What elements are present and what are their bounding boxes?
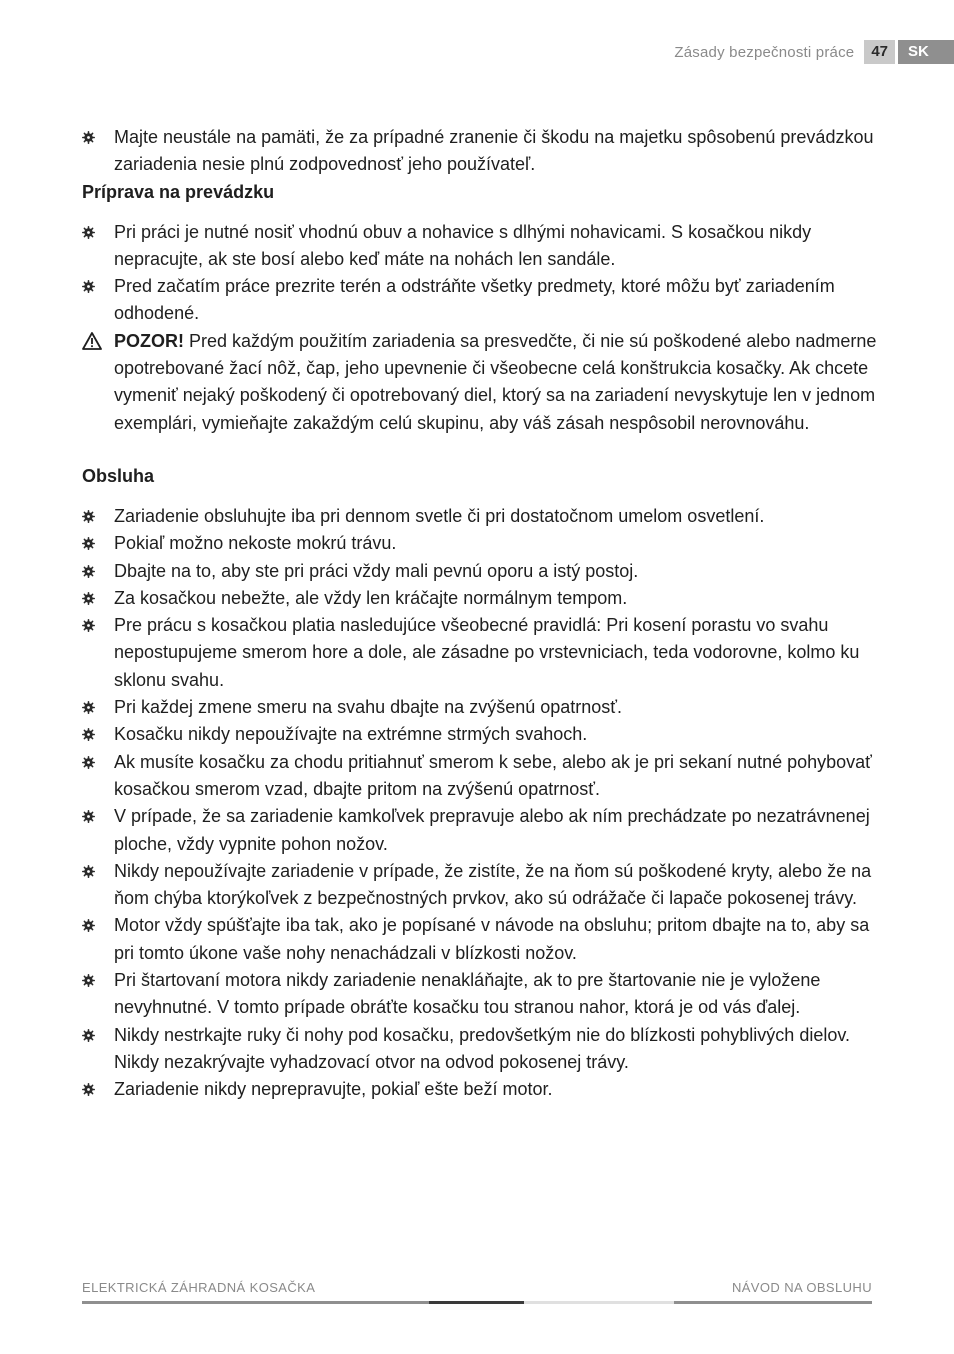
list-item-text: Pri každej zmene smeru na svahu dbajte na zvýšenú opatrnosť. — [114, 697, 623, 718]
list-item — [82, 803, 877, 858]
main-content — [82, 124, 877, 1104]
gear-bullet-icon — [82, 810, 95, 823]
gear-bullet-icon — [82, 756, 95, 769]
language-tab: SK — [898, 40, 954, 64]
gear-bullet-icon — [82, 919, 95, 932]
list-item — [82, 694, 877, 721]
gear-bullet-icon — [82, 280, 95, 293]
list-item — [82, 612, 877, 694]
list-item — [82, 273, 877, 328]
list-item-text: Pre prácu s kosačkou platia nasledujúce všeobecné pravidlá: Pri kosení porastu vo svahu nepostupujeme smerom hore a dole, ale zásadne po vrstevniciach, teda vodorovne, kolmo ku sklonu svahu. — [114, 615, 860, 690]
heading-preparation: Príprava na prevádzku — [82, 181, 275, 202]
list-item — [82, 530, 877, 557]
list-item — [82, 558, 877, 585]
gear-bullet-icon — [82, 565, 95, 578]
warning-text: Pred každým použitím zariadenia sa presvedčte, či nie sú poškodené alebo nadmerne opotrebované žací nôž, čap, jeho upevnenie či všeobecne celá konštrukcia kosačky. Ak chcete vymeniť nejaký poškodený či opotrebovaný diel, ktorý sa na zariadení nevyskytuje len v jednom exemplári, vymieňajte zakaždým celú skupinu, aby váš zásah nespôsobil nerovnováhu. — [114, 330, 877, 433]
list-item-text: Motor vždy spúšťajte iba tak, ako je popísané v návode na obsluhu; pritom dbajte na to, aby sa pri tomto úkone vaše nohy nenachádzali v blízkosti nožov. — [114, 915, 870, 963]
list-item — [82, 124, 877, 179]
list-item — [82, 503, 877, 530]
warning-block — [82, 328, 877, 437]
gear-bullet-icon — [82, 131, 95, 144]
page-footer — [82, 1280, 872, 1295]
list-item-text: Pokiaľ možno nekoste mokrú trávu. — [114, 533, 397, 554]
list-item-text: Kosačku nikdy nepoužívajte na extrémne strmých svahoch. — [114, 724, 588, 745]
gear-bullet-icon — [82, 1083, 95, 1096]
warning-label: POZOR! — [114, 330, 184, 351]
intro-list — [82, 124, 877, 179]
list-item-text: Za kosačkou nebežte, ale vždy len kráčajte normálnym tempom. — [114, 587, 628, 608]
list-item-text: Zariadenie obsluhujte iba pri dennom svetle či pri dostatočnom umelom osvetlení. — [114, 505, 765, 526]
list-item — [82, 721, 877, 748]
list-item-text: Ak musíte kosačku za chodu pritiahnuť smerom k sebe, alebo ak je pri sekaní nutné pohybovať kosačkou smerom vzad, dbajte pritom na zvýšenú opatrnosť. — [114, 751, 872, 799]
gear-bullet-icon — [82, 728, 95, 741]
gear-bullet-icon — [82, 701, 95, 714]
gear-bullet-icon — [82, 619, 95, 632]
footer-bar-segment-2 — [429, 1301, 524, 1304]
gear-bullet-icon — [82, 592, 95, 605]
list-item — [82, 858, 877, 913]
preparation-list — [82, 219, 877, 328]
list-item — [82, 219, 877, 274]
gear-bullet-icon — [82, 1029, 95, 1042]
footer-manual: NÁVOD NA OBSLUHU — [731, 1280, 872, 1295]
header-title: Zásady bezpečnosti práce — [674, 43, 855, 61]
list-item-text: Nikdy nepoužívajte zariadenie v prípade, že zistíte, že na ňom sú poškodené kryty, alebo že na ňom chýba ktorýkoľvek z bezpečnostných prvkov, ako sú odrážače či lapače pokosenej trávy. — [114, 860, 872, 909]
list-item — [82, 967, 877, 1022]
list-item-text: Nikdy nestrkajte ruky či nohy pod kosačku, predovšetkým nie do blízkosti pohyblivých dielov. Nikdy nezakrývajte vyhadzovací otvor na odvod pokosenej trávy. — [114, 1024, 851, 1072]
gear-bullet-icon — [82, 226, 95, 239]
page-number: 47 — [864, 40, 895, 64]
gear-bullet-icon — [82, 510, 95, 523]
operation-list — [82, 503, 877, 1104]
list-item-text: Pred začatím práce prezrite terén a odstráňte všetky predmety, ktoré môžu byť zariadením odhodené. — [114, 276, 835, 324]
list-item — [82, 585, 877, 612]
list-item — [82, 912, 877, 967]
footer-bar-segment-4 — [674, 1301, 872, 1304]
list-item — [82, 749, 877, 804]
list-item-text: V prípade, že sa zariadenie kamkoľvek prepravuje alebo ak ním prechádzate po nezatrávnenej ploche, vždy vypnite pohon nožov. — [114, 806, 870, 854]
list-item — [82, 1022, 877, 1077]
list-item-text: Pri práci je nutné nosiť vhodnú obuv a nohavice s dlhými nohavicami. S kosačkou nikdy nepracujte, ak ste bosí alebo keď máte na nohách len sandále. — [114, 221, 812, 269]
list-item-text: Dbajte na to, aby ste pri práci vždy mali pevnú oporu a istý postoj. — [114, 560, 639, 581]
gear-bullet-icon — [82, 974, 95, 987]
list-item-text: Pri štartovaní motora nikdy zariadenie nenakláňajte, ak to pre štartovanie nie je vyložene nevyhnutné. V tomto prípade obráťte kosačku tou stranou nahor, ktorá je od vás ďalej. — [114, 970, 821, 1018]
list-item-text: Majte neustále na pamäti, že za prípadné zranenie či škodu na majetku spôsobenú prevádzkou zariadenia nesie plnú zodpovednosť jeho používateľ. — [114, 127, 874, 175]
gear-bullet-icon — [82, 537, 95, 550]
footer-product: ELEKTRICKÁ ZÁHRADNÁ KOSAČKA — [82, 1280, 316, 1295]
warning-triangle-icon — [82, 332, 102, 350]
list-item-text: Zariadenie nikdy neprepravujte, pokiaľ ešte beží motor. — [114, 1079, 553, 1100]
footer-bar — [82, 1301, 872, 1304]
heading-operation: Obsluha — [82, 465, 155, 486]
footer-bar-segment-1 — [82, 1301, 429, 1304]
footer-bar-segment-3 — [524, 1301, 674, 1304]
page-header — [674, 40, 954, 64]
list-item — [82, 1076, 877, 1103]
gear-bullet-icon — [82, 865, 95, 878]
